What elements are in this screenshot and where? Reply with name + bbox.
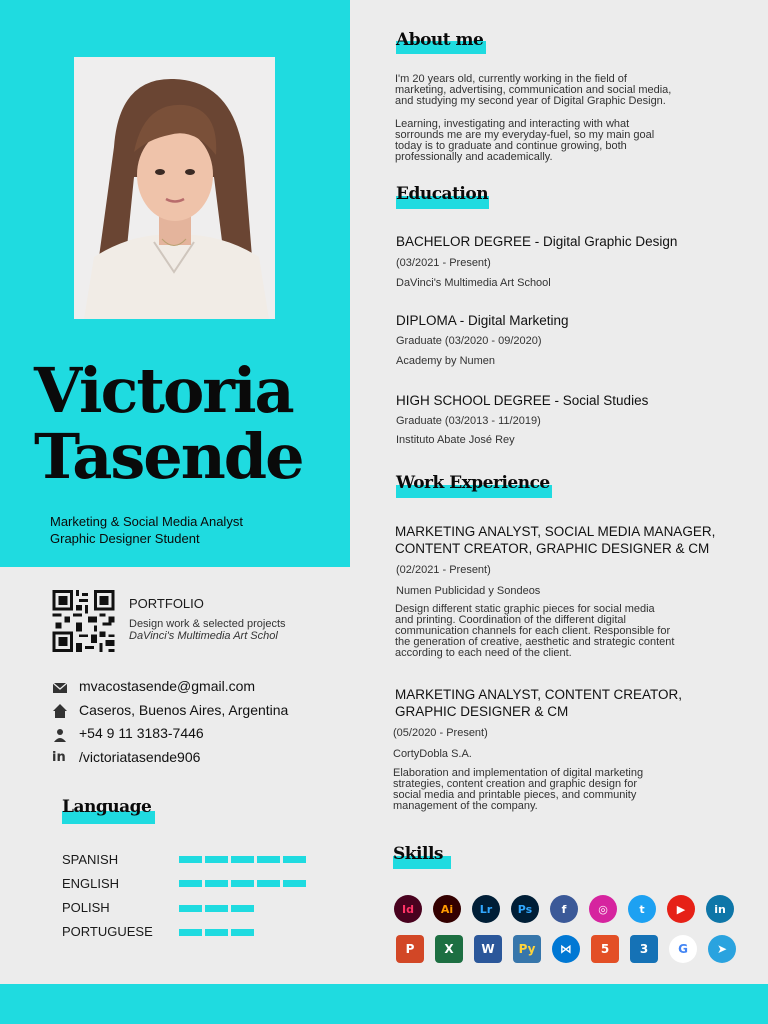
first-name: Victoria — [34, 354, 293, 427]
skills-row-tools — [396, 935, 736, 963]
vscode-icon: ⋈ — [552, 935, 580, 963]
language-polish: POLISH — [62, 900, 110, 915]
language-level-english — [179, 880, 306, 887]
footer-bar — [0, 984, 768, 1024]
work-1-company: Numen Publicidad y Sondeos — [396, 585, 541, 597]
work-2-description: Elaboration and implementation of digital marketing strategies, content creation and graphic design for social media and printable pieces, and community management of the company. — [393, 767, 644, 812]
education-3-dates: Graduate (03/2013 - 11/2019) — [396, 415, 541, 427]
css3-icon: 3 — [630, 935, 658, 963]
language-level-spanish — [179, 856, 306, 863]
linkedin-icon: in — [706, 895, 734, 923]
contact-linkedin[interactable]: /victoriatasende906 — [79, 749, 201, 765]
indesign-icon: Id — [394, 895, 422, 923]
lightroom-icon: Lr — [472, 895, 500, 923]
work-1-title: MARKETING ANALYST, SOCIAL MEDIA MANAGER, CONTENT CREATOR, GRAPHIC DESIGNER & CM — [395, 524, 716, 556]
work-2-dates: (05/2020 - Present) — [393, 727, 488, 739]
about-paragraph-1: I'm 20 years old, currently working in the field of marketing, advertising, communication and social media, and studying my second year of Digital Graphic Design. — [395, 73, 672, 107]
email-icon — [52, 680, 68, 696]
word-icon: W — [474, 935, 502, 963]
instagram-icon: ◎ — [589, 895, 617, 923]
language-heading: Language — [62, 797, 152, 817]
education-1-title: BACHELOR DEGREE - Digital Graphic Design — [396, 234, 678, 249]
work-1-description: Design different static graphic pieces for social media and printing. Coordination of the different digital communication channels for each client. Responsible for the generation of creative, aesthetic and strategic content according to each need of the client. — [395, 603, 675, 659]
google-icon: G — [669, 935, 697, 963]
skills-heading: Skills — [393, 844, 444, 864]
html5-icon: 5 — [591, 935, 619, 963]
role-line-2: Graphic Designer Student — [50, 531, 200, 546]
linkedin-icon: in — [52, 750, 66, 765]
last-name: Tasende — [34, 420, 303, 493]
language-level-polish — [179, 905, 254, 912]
language-spanish: SPANISH — [62, 852, 119, 867]
skills-row-software — [394, 895, 734, 923]
language-english: ENGLISH — [62, 876, 120, 891]
education-2-title: DIPLOMA - Digital Marketing — [396, 313, 569, 328]
portfolio-line-2: DaVinci's Multimedia Art Schol — [129, 630, 278, 642]
education-2-dates: Graduate (03/2020 - 09/2020) — [396, 335, 542, 347]
contact-location: Caseros, Buenos Aires, Argentina — [79, 702, 289, 718]
illustrator-icon: Ai — [433, 895, 461, 923]
qr-code[interactable] — [50, 590, 117, 652]
facebook-icon: f — [550, 895, 578, 923]
work-2-company: CortyDobla S.A. — [393, 748, 472, 760]
education-1-school: DaVinci's Multimedia Art School — [396, 277, 551, 289]
education-1-dates: (03/2021 - Present) — [396, 257, 491, 269]
work-1-dates: (02/2021 - Present) — [396, 564, 491, 576]
education-heading: Education — [396, 184, 489, 204]
full-name — [34, 354, 344, 493]
education-3-title: HIGH SCHOOL DEGREE - Social Studies — [396, 393, 649, 408]
education-3-school: Instituto Abate José Rey — [396, 434, 515, 446]
about-paragraph-2: Learning, investigating and interacting with what sorrounds me are my everyday-fuel, so my main goal today is to graduate and continue growing, both professionally and academically. — [395, 118, 655, 163]
about-heading: About me — [396, 30, 484, 50]
phone-icon — [52, 727, 68, 743]
twitter-icon: t — [628, 895, 656, 923]
contact-phone[interactable]: +54 9 11 3183-7446 — [79, 725, 204, 741]
youtube-icon: ▶ — [667, 895, 695, 923]
language-portuguese: PORTUGUESE — [62, 924, 153, 939]
home-icon — [52, 703, 68, 719]
portfolio-line-1: Design work & selected projects — [129, 618, 286, 630]
language-level-portuguese — [179, 929, 254, 936]
education-2-school: Academy by Numen — [396, 355, 496, 367]
portfolio-title[interactable]: PORTFOLIO — [129, 596, 204, 611]
telegram-icon: ➤ — [708, 935, 736, 963]
excel-icon: X — [435, 935, 463, 963]
role-line-1: Marketing & Social Media Analyst — [50, 514, 243, 529]
powerpoint-icon: P — [396, 935, 424, 963]
work-heading: Work Experience — [396, 473, 550, 493]
contact-email[interactable]: mvacostasende@gmail.com — [79, 678, 256, 694]
work-2-title: MARKETING ANALYST, CONTENT CREATOR, GRAPHIC DESIGNER & CM — [395, 687, 683, 719]
photoshop-icon: Ps — [511, 895, 539, 923]
profile-photo — [74, 57, 275, 319]
python-icon: Py — [513, 935, 541, 963]
